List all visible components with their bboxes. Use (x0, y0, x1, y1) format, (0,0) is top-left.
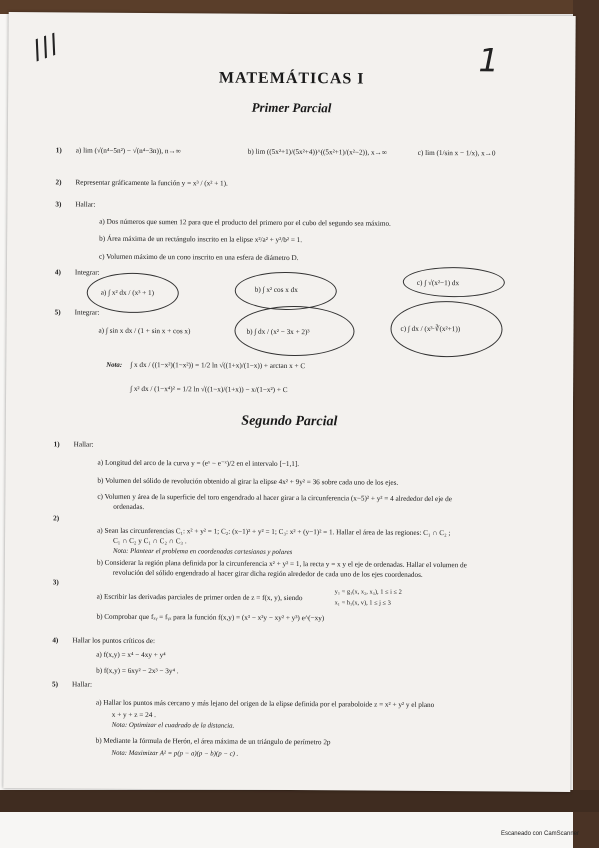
question-item: b) Mediante la fórmula de Herón, el área máxima de un triángulo de perímetro 2p (95, 736, 331, 747)
question-item: x + y + z = 24 . (111, 710, 156, 720)
question-number: 5) (51, 680, 59, 689)
question-item: b) Volumen del sólido de revolución obtenido al girar la elipse 4x² + 9y² = 36 sobre cada uno de los ejes. (97, 476, 399, 487)
question-heading: Hallar los puntos críticos de: (72, 636, 155, 646)
background-right (573, 0, 599, 848)
system-line: y₁ = g₁(x, x₂, x₃), 1 ≤ i ≤ 2 (334, 588, 402, 596)
section-title-primer: Primer Parcial (251, 99, 332, 116)
question-heading: Integrar: (74, 308, 100, 317)
question-number: 3) (52, 578, 59, 587)
question-item: a) Sean las circunferencias C₁: x² + y² = 1; C₂: (x−1)² + y² = 1; C₃: x² + (y−1)² = 1. Hallar el área de las regiones: C₁ ∩ C₂ ; (97, 526, 451, 538)
question-item: C₁ ∩ C₂ y C₁ ∩ C₂ ∩ C₃ . (112, 536, 187, 546)
question-number: 5) (54, 308, 61, 317)
question-number: 2) (55, 178, 62, 187)
question-number: 1) (53, 440, 60, 449)
question-item: c) Volumen máximo de un cono inscrito en una esfera de diámetro D. (98, 252, 299, 263)
section-title-segundo: Segundo Parcial (241, 413, 338, 430)
question-heading: Integrar: (74, 268, 100, 277)
note-text: Nota: Maximizar A² = p(p − a)(p − b)(p − c) . (111, 749, 239, 758)
question-number: 4) (52, 636, 59, 645)
question-item: a) Longitud del arco de la curva y = (eˣ − e⁻ˣ)/2 en el intervalo [−1,1]. (97, 458, 300, 469)
question-number: 1) (55, 146, 62, 155)
question-item: b) f(x,y) = 6xy² − 2x³ − 3y⁴ . (96, 666, 179, 676)
background-bottom (0, 790, 599, 812)
limit-a: a) lim (√(n⁴−5n²) − √(n⁴−3n)), n→∞ (75, 146, 181, 156)
system-line: x₁ = h₁(x, v), 1 ≤ j ≤ 3 (334, 599, 391, 607)
question-text: Representar gráficamente la función y = x³ / (x² + 1). (75, 178, 228, 188)
question-item: ordenadas. (113, 502, 145, 511)
page-title: MATEMÁTICAS I (218, 69, 365, 88)
question-item: b) Área máxima de un rectángulo inscrito en la elipse x²/a² + y²/b² = 1. (99, 234, 303, 245)
integral-item: c) ∫ √(x²−1) dx (416, 278, 460, 288)
question-item: c) Volumen y área de la superficie del toro engendrado al hacer girar a la circunferencia (x−5)² + y² = 4 alrededor del eje de (97, 492, 453, 504)
question-item: b) Considerar la región plana definida por la circunferencia x² + y² = 1, la recta y = x y el eje de ordenadas. Hallar el volumen de (96, 558, 467, 570)
integral-item: a) ∫ x² dx / (x³ + 1) (100, 288, 155, 298)
integral-item: b) ∫ x² cos x dx (254, 285, 298, 295)
question-number: 4) (54, 268, 61, 277)
question-item: b) Comprobar que fₓᵧ = fᵧₓ para la función f(x,y) = (x³ − x²y − xy² + y³) e^(−xy) (96, 612, 325, 623)
integral-item: c) ∫ dx / (x³·∛(x²+1)) (400, 324, 461, 334)
note-text: Nota: Optimizar el cuadrado de la distancia. (111, 721, 235, 730)
question-heading: Hallar: (71, 680, 93, 689)
note-text: Nota: Plantear el problema en coordenadas cartesianas y polares (112, 547, 293, 557)
integral-item: b) ∫ dx / (x² − 3x + 2)³ (246, 327, 310, 337)
question-item: a) Escribir las derivadas parciales de primer orden de z = f(x, y), siendo (96, 592, 303, 603)
note-formula: ∫ x² dx / (1−x⁴)² = 1/2 ln √((1−x)/(1+x)) − x/(1−x²) + C (130, 384, 288, 394)
page-number: 1 (478, 41, 499, 80)
limit-b: b) lim ((5x²+1)/(5x²+4))^((5x²+1)/(x²−2)), x→∞ (247, 147, 387, 157)
question-number: 3) (55, 200, 62, 209)
question-number: 2) (53, 514, 60, 523)
exam-sheet (3, 12, 575, 792)
question-heading: Hallar: (73, 440, 94, 449)
question-heading: Hallar: (75, 200, 96, 209)
limit-c: c) lim (1/sin x − 1/x), x→0 (417, 148, 496, 158)
tally-mark: /// (28, 28, 64, 66)
integral-item: a) ∫ sin x dx / (1 + sin x + cos x) (98, 326, 191, 336)
question-item: a) Hallar los puntos más cercano y más lejano del origen de la elipse definida por el paraboloide z = x² + y² y el plano (95, 698, 435, 710)
note-formula: ∫ x dx / ((1−x²)(1−x²)) = 1/2 ln √((1+x)/(1−x)) + arctan x + C (130, 360, 306, 371)
question-item: a) f(x,y) = x⁴ − 4xy + y⁴ (96, 650, 166, 660)
question-item: a) Dos números que sumen 12 para que el producto del primero por el cubo del segundo sea máximo. (99, 217, 391, 228)
question-item: revolución del sólido engendrado al hacer girar dicha región alrededor de cada uno de los ejes coordenados. (112, 568, 423, 579)
note-label: Nota: (106, 361, 123, 369)
scanner-caption: Escaneado con CamScanner (500, 831, 579, 837)
